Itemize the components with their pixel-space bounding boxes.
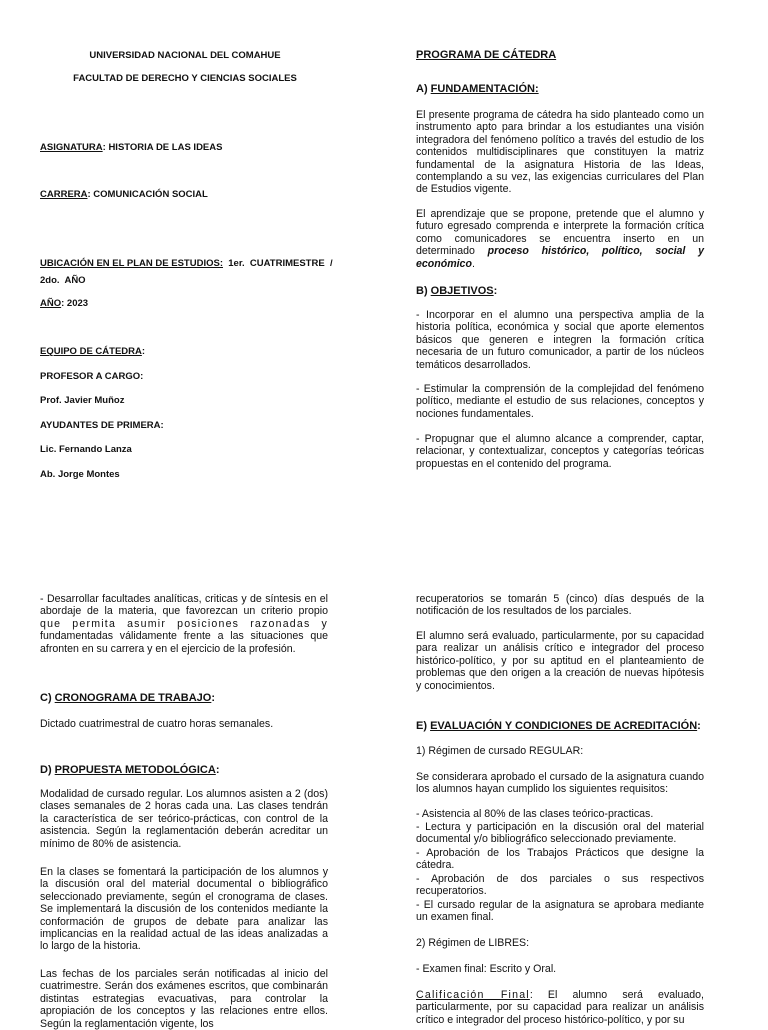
section-c-prefix: C): [40, 692, 55, 704]
calificacion-final-text: : El alumno será evaluado, particularmente, por su capacidad para realizar un análisis crítico e integrador del proceso histórico-político, y por su: [416, 989, 704, 1026]
requisito-4: - Aprobación de dos parciales o sus respectivos recuperatorios.: [416, 873, 704, 898]
cronograma-paragraph: Dictado cuatrimestral de cuatro horas semanales.: [40, 718, 274, 730]
metodologia-paragraph-1: Modalidad de cursado regular. Los alumnos asisten a 2 (dos) clases semanales de 2 horas cada una. Las clases tendrán la característica de ser teórico-prácticas, con control de la asistencia. Según la reglamentación deberán acreditar un mínimo de 80% de asistencia.: [40, 788, 328, 850]
university-name: UNIVERSIDAD NACIONAL DEL COMAHUE: [89, 50, 281, 61]
objetivos-item-4-b: que permita asumir posiciones razonadas y: [40, 617, 328, 630]
equipo-colon: :: [141, 346, 146, 357]
examen-final-line: - Examen final: Escrito y Oral.: [416, 963, 557, 975]
section-e-title: EVALUACIÓN Y CONDICIONES DE ACREDITACIÓN: [430, 720, 698, 732]
metodologia-paragraph-3: Las fechas de los parciales serán notificadas al inicio del cuatrimestre. Serán dos exámenes escritos, que combinarán distintas estrategias evacuativas, para controlar la apropiación de los conceptos y las relaciones entre ellos. Según la reglamentación vigente, los: [40, 968, 328, 1030]
fundamentacion-paragraph-1: El presente programa de cátedra ha sido planteado como un instrumento apto para brindar a los estudiantes una visión integradora del fenómeno político a través del estudio de los contenidos multidisciplinares que constituyen la matriz fundamental de la asignatura Historia de las Ideas, contemplando a su vez, las exigencias curriculares del Plan de Estudios vigente.: [416, 109, 704, 196]
section-e-prefix: E): [416, 720, 431, 732]
section-b-prefix: B): [416, 285, 431, 297]
section-c-title: CRONOGRAMA DE TRABAJO: [54, 692, 212, 704]
section-b-colon: :: [493, 285, 498, 297]
carrera-line: [40, 189, 208, 200]
equipo-line: [40, 346, 145, 357]
anio-value: : 2023: [61, 298, 89, 309]
ayudantes-label: AYUDANTES DE PRIMERA:: [40, 420, 164, 431]
ayudante-1: Lic. Fernando Lanza: [40, 444, 132, 455]
section-a-heading: [416, 83, 539, 95]
ubicacion-value-2: 2do. AÑO: [40, 275, 86, 286]
section-b-title: OBJETIVOS: [430, 285, 494, 297]
calificacion-final-label: Calificación Final: [416, 989, 530, 1001]
objetivos-item-2: - Estimular la comprensión de la complejidad del fenómeno político, mediante el estudio de sus relaciones, conceptos y nociones fundamentales.: [416, 383, 704, 420]
profesor-label: PROFESOR A CARGO:: [40, 371, 144, 382]
section-d-title: PROPUESTA METODOLÓGICA: [54, 764, 216, 776]
regimen-regular-heading: 1) Régimen de cursado REGULAR:: [416, 745, 584, 757]
section-c-heading: [40, 692, 215, 704]
objetivos-item-1: - Incorporar en el alumno una perspectiva amplia de la historia política, económica y social que aporte elementos básicos que generen e integren la formación crítica necesaria de un futuro comunicador, a partir de los núcleos temáticos desarrollados.: [416, 309, 704, 371]
section-d-colon: :: [215, 764, 220, 776]
regular-requisitos-intro: Se considerara aprobado el cursado de la asignatura cuando los alumnos hayan cumplido los siguientes requisitos:: [416, 771, 704, 796]
faculty-name: FACULTAD DE DERECHO Y CIENCIAS SOCIALES: [73, 73, 297, 84]
section-a-prefix: A): [416, 83, 431, 95]
ubicacion-value: 1er. CUATRIMESTRE /: [222, 258, 333, 269]
carrera-value: : COMUNICACIÓN SOCIAL: [87, 189, 208, 200]
requisito-5: - El cursado regular de la asignatura se aprobara mediante un examen final.: [416, 899, 704, 924]
section-e-colon: :: [697, 720, 701, 732]
profesor-name: Prof. Javier Muñoz: [40, 395, 125, 406]
ayudante-2: Ab. Jorge Montes: [40, 469, 120, 480]
ubicacion-line: [40, 258, 333, 269]
requisito-2: - Lectura y participación en la discusión oral del material documental y/o bibliográfico seleccionado previamente.: [416, 821, 704, 846]
section-d-heading: [40, 764, 219, 776]
ubicacion-label: UBICACIÓN EN EL PLAN DE ESTUDIOS:: [40, 258, 223, 269]
fundamentacion-p2-text: El aprendizaje que se propone, pretende que el alumno y futuro egresado comprenda e interprete la formación crítica como comunicadores se encuentra inserto en un determinado: [416, 208, 704, 258]
carrera-label: CARRERA: [40, 189, 88, 200]
asignatura-label: ASIGNATURA: [40, 142, 103, 153]
fundamentacion-paragraph-2: [416, 208, 704, 270]
objetivos-item-4-c: fundamentadas válidamente frente a las situaciones que afronten en su carrera y en el ejercicio de la profesión.: [40, 630, 328, 655]
requisito-1: - Asistencia al 80% de las clases teórico-practicas.: [416, 808, 654, 820]
objetivos-item-3: - Propugnar que el alumno alcance a comprender, captar, relacionar, y contextualizar, conceptos y categorías teóricas propuestas en el contenido del programa.: [416, 433, 704, 470]
anio-label: AÑO: [40, 298, 62, 309]
section-e-heading: [416, 720, 701, 732]
objetivos-item-4: [40, 593, 328, 655]
recuperatorios-paragraph: recuperatorios se tomarán 5 (cinco) días después de la notificación de los resultados de los parciales.: [416, 593, 704, 618]
evaluacion-intro-paragraph: El alumno será evaluado, particularmente, por su capacidad para realizar un análisis crítico e integrador del proceso histórico-político, y por su aptitud en el planteamiento de problemas que den origen a la creación de nuevas hipótesis y conocimientos.: [416, 630, 704, 692]
fundamentacion-p2-emphasis: proceso histórico, político, social y económico: [416, 245, 704, 270]
section-b-heading: [416, 285, 497, 297]
metodologia-paragraph-2: En la clases se fomentará la participación de los alumnos y la discusión oral del material documental o bibliográfico seleccionado previamente, según el cronograma de clases. Se implementará la discusión de los contenidos mediante la conformación de grupos de debate para analizar las implicancias en la realidad actual de las ideas analizadas a lo largo de la historia.: [40, 866, 328, 953]
program-title: PROGRAMA DE CÁTEDRA: [416, 49, 557, 61]
requisito-3: - Aprobación de los Trabajos Prácticos que designe la cátedra.: [416, 847, 704, 872]
section-a-title: FUNDAMENTACIÓN:: [430, 83, 539, 95]
regimen-libres-heading: 2) Régimen de LIBRES:: [416, 937, 530, 949]
section-d-prefix: D): [40, 764, 55, 776]
asignatura-value: : HISTORIA DE LAS IDEAS: [102, 142, 223, 153]
equipo-label: EQUIPO DE CÁTEDRA: [40, 346, 142, 357]
objetivos-item-4-a: - Desarrollar facultades analíticas, criticas y de síntesis en el abordaje de la materia, que favorezcan un criterio propio: [40, 593, 328, 618]
fundamentacion-p2-end: .: [471, 257, 475, 270]
calificacion-final-paragraph: [416, 989, 704, 1026]
asignatura-line: [40, 142, 222, 153]
anio-line: [40, 298, 88, 309]
section-c-colon: :: [211, 692, 215, 704]
